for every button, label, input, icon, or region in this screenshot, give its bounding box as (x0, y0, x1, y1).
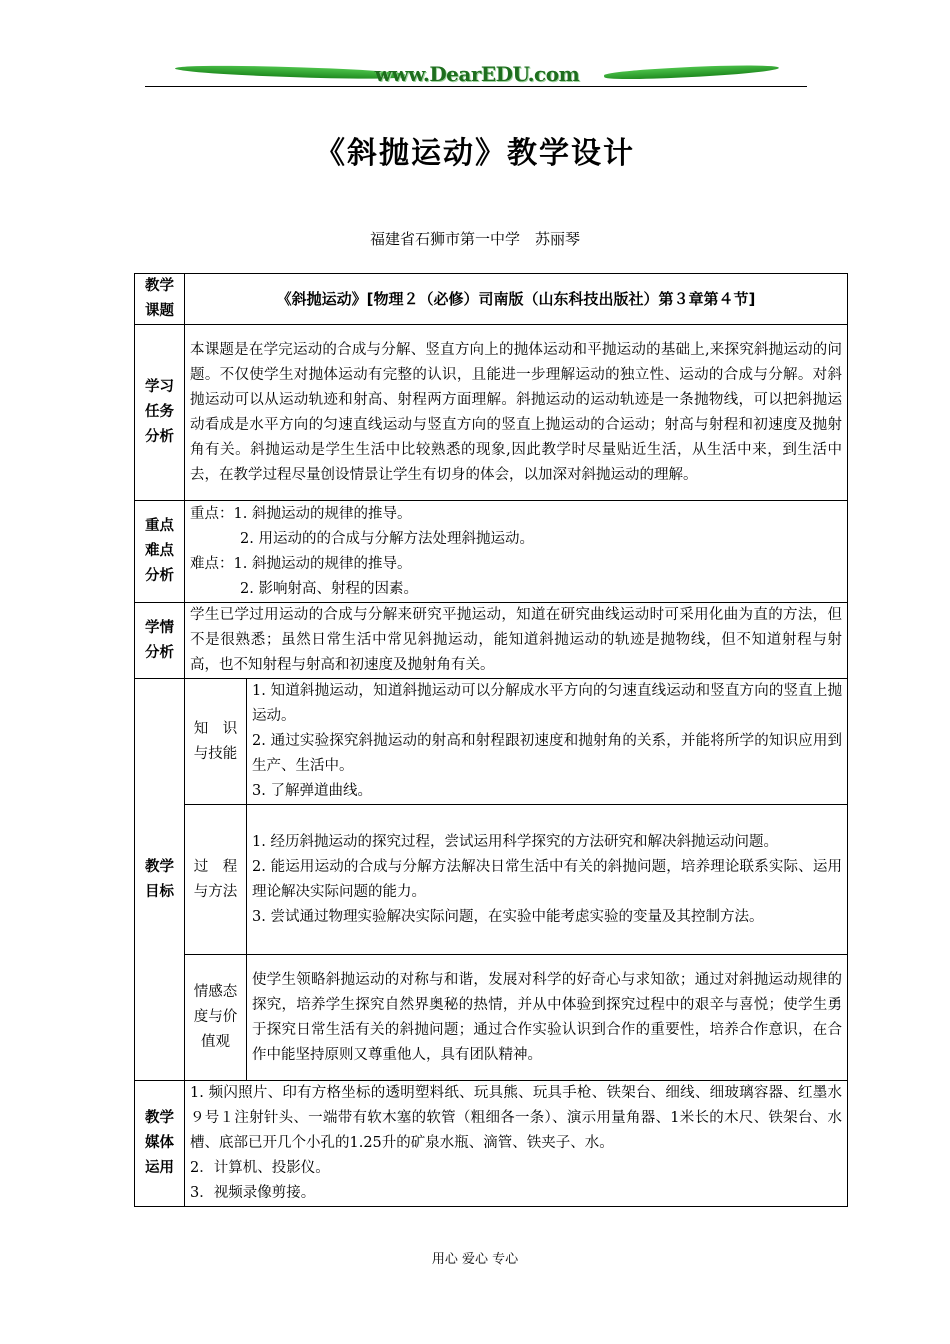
keypoints-cell (185, 501, 848, 603)
task-analysis-text: 本课题是在学完运动的合成与分解、竖直方向上的抛体运动和平抛运动的基础上,来探究斜抛运动的问题。不仅使学生对抛体运动有完整的认识，且能进一步理解运动的独立性、运动的合成与分解。对斜抛运动可以从运动轨迹和射高、射程两方面理解。斜抛运动的运动轨迹是一条抛物线，可以把斜抛运动看成是水平方向的匀速直线运动与竖直方向的竖直上抛运动的合运动；射高与射程和初速度及抛射角有关。斜抛运动是学生生活中比较熟悉的现象,因此教学时尽量贴近生活，从生活中来，到生活中去，在教学过程尽量创设情景让学生有切身的体会，以加深对斜抛运动的理解。 (185, 325, 848, 501)
label-knowledge: 知 识与技能 (185, 679, 247, 805)
label-media: 教学媒体运用 (135, 1081, 185, 1207)
label-situation: 学情分析 (135, 603, 185, 679)
row-goal-knowledge (135, 679, 848, 805)
row-media (135, 1081, 848, 1207)
author-line: 福建省石狮市第一中学 苏丽琴 (369, 230, 580, 248)
media-item: 1. 频闪照片、印有方格坐标的透明塑料纸、玩具熊、玩具手枪、铁架台、细线、细玻璃容器、红墨水９号１注射针头、一端带有软木塞的软管（粗细各一条）、演示用量角器、1米长的木尺、铁架台、水槽、底部已开几个小孔的1.25升的矿泉水瓶、滴管、铁夹子、水。 (190, 1085, 842, 1151)
label-topic: 教学课题 (135, 274, 185, 325)
label-emotion: 情感态度与价值观 (185, 955, 247, 1081)
topic-text: 《斜抛运动》[物理２（必修）司南版（山东科技出版社）第３章第４节] (185, 274, 848, 325)
row-situation (135, 603, 848, 679)
difficulty-line: 2. 影响射高、射程的因素。 (240, 580, 418, 597)
row-topic (135, 274, 848, 325)
situation-text: 学生已学过用运动的合成与分解来研究平抛运动，知道在研究曲线运动时可采用化曲为直的方法，但不是很熟悉；虽然日常生活中常见斜抛运动，能知道斜抛运动的轨迹是抛物线，但不知道射程与射高，也不知射程与射高和初速度及抛射角有关。 (185, 603, 848, 679)
label-keypoints: 重点难点分析 (135, 501, 185, 603)
media-item: 3．视频录像剪接。 (190, 1185, 316, 1201)
page-footer: 用心 爱心 专心 (431, 1252, 519, 1267)
row-goal-process (135, 805, 848, 955)
header-banner (145, 58, 807, 90)
knowledge-item: 1. 知道斜抛运动，知道斜抛运动可以分解成水平方向的匀速直线运动和竖直方向的竖直上抛运动。 (252, 683, 842, 724)
header-rule (145, 86, 807, 87)
process-item: 1. 经历斜抛运动的探究过程，尝试运用科学探究的方法研究和解决斜抛运动问题。 (252, 833, 778, 850)
row-task-analysis (135, 325, 848, 501)
process-item: 2. 能运用运动的合成与分解方法解决日常生活中有关的斜抛问题，培养理论联系实际、运用理论解决实际问题的能力。 (252, 858, 842, 900)
page-title: 《斜抛运动》教学设计 (315, 136, 635, 171)
process-cell (247, 805, 848, 955)
difficulty-line: 难点：1. 斜抛运动的规律的推导。 (190, 555, 412, 572)
knowledge-cell (247, 679, 848, 805)
label-goals: 教学目标 (135, 679, 185, 1081)
row-keypoints (135, 501, 848, 603)
row-goal-emotion (135, 955, 848, 1081)
site-logo-text[interactable]: www.DearEDU.com (374, 62, 580, 86)
media-cell (185, 1081, 848, 1207)
process-item: 3. 尝试通过物理实验解决实际问题，在实验中能考虑实验的变量及其控制方法。 (252, 908, 764, 925)
key-point-line: 2. 用运动的的合成与分解方法处理斜抛运动。 (240, 530, 534, 547)
right-leaf-decoration (604, 62, 779, 81)
label-task-analysis: 学习任务分析 (135, 325, 185, 501)
knowledge-item: 2. 通过实验探究斜抛运动的射高和射程跟初速度和抛射角的关系，并能将所学的知识应用到生产、生活中。 (252, 733, 842, 774)
emotion-text: 使学生领略斜抛运动的对称与和谐，发展对科学的好奇心与求知欲；通过对斜抛运动规律的探究，培养学生探究自然界奥秘的热情，并从中体验到探究过程中的艰辛与喜悦；使学生勇于探究日常生活有关的斜抛问题；通过合作实验认识到合作的重要性，培养合作意识，在合作中能坚持原则又尊重他人，具有团队精神。 (247, 955, 848, 1081)
lesson-plan-table (134, 273, 848, 1207)
label-process: 过 程与方法 (185, 805, 247, 955)
knowledge-item: 3. 了解弹道曲线。 (252, 783, 372, 799)
media-item: 2．计算机、投影仪。 (190, 1160, 330, 1176)
key-point-line: 重点：1. 斜抛运动的规律的推导。 (190, 505, 412, 522)
